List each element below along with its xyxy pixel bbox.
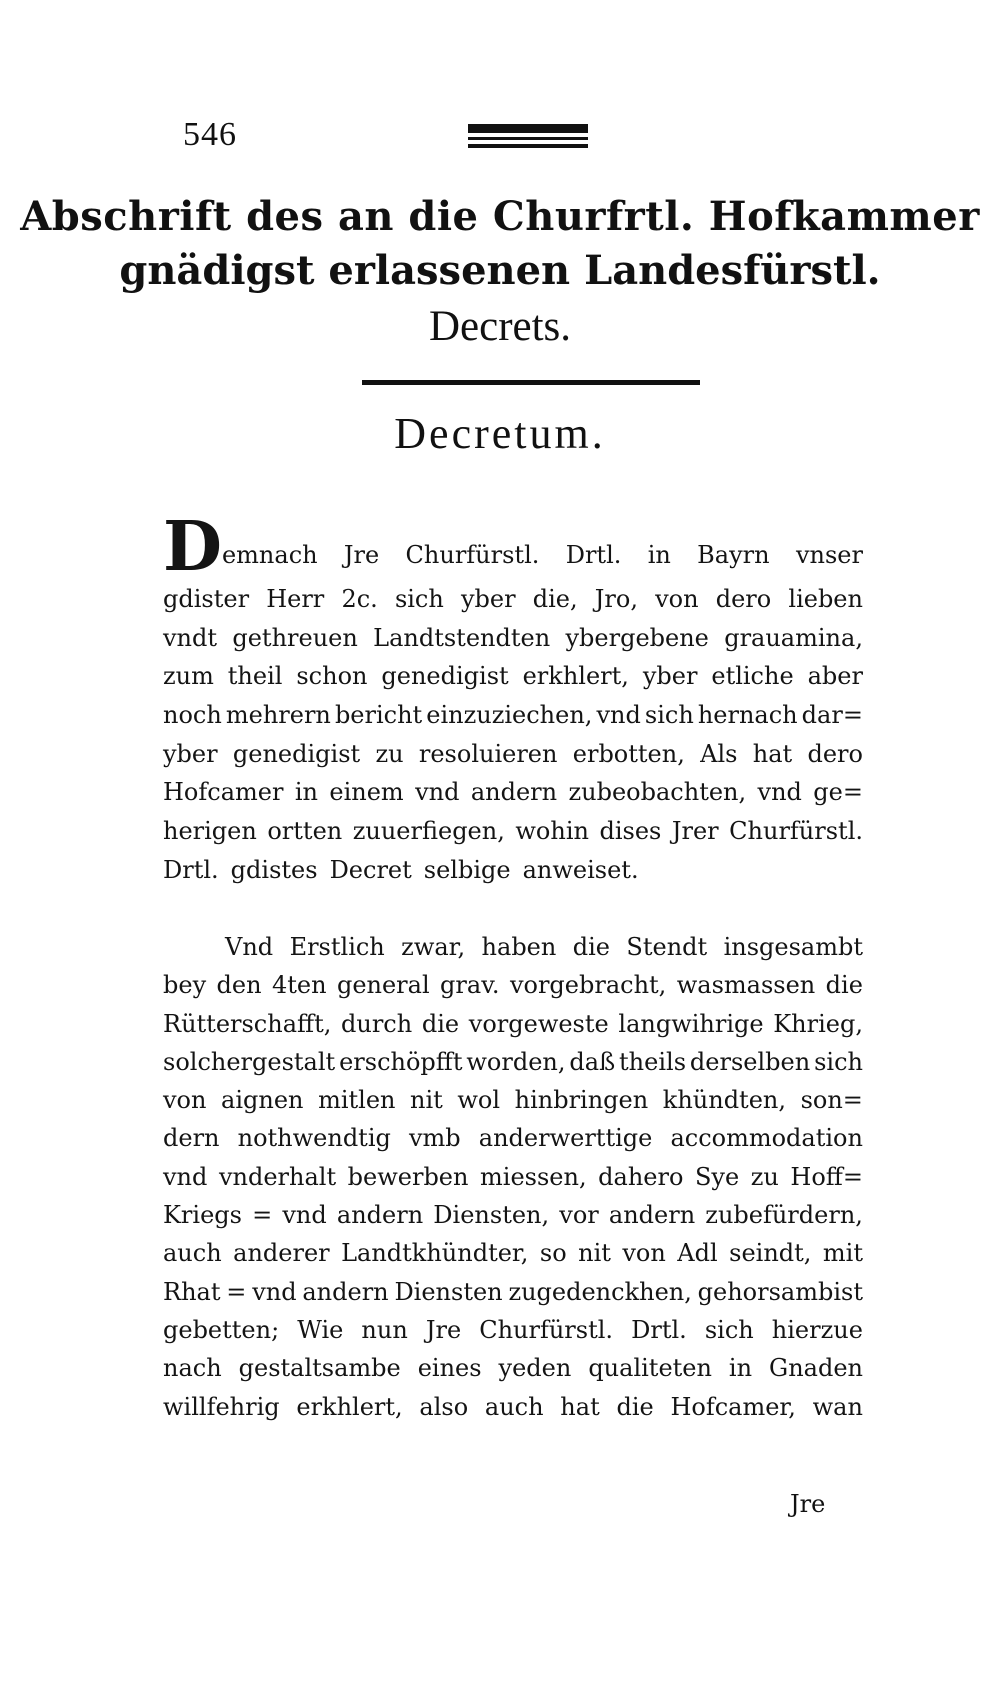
word: seindt, <box>729 1239 812 1268</box>
text-line <box>163 1349 863 1387</box>
word: zuuerfiegen, <box>352 817 505 846</box>
word: anweiset. <box>522 855 639 884</box>
word: theils <box>619 1047 687 1076</box>
word: gdister <box>163 585 250 613</box>
word: nit <box>578 1239 611 1268</box>
word: wasmassen <box>676 971 816 1000</box>
drop-cap: D <box>163 507 222 587</box>
text-line <box>163 1311 863 1349</box>
word: son= <box>800 1086 863 1115</box>
word: vnderhalt <box>218 1162 337 1191</box>
word: Hoff= <box>790 1162 863 1191</box>
section-heading: Decretum. <box>394 409 606 458</box>
word: nit <box>410 1086 443 1115</box>
word: vndt <box>163 623 218 652</box>
word: sich <box>704 1315 754 1344</box>
word: Khrieg, <box>773 1009 863 1038</box>
word: in <box>728 1354 753 1383</box>
word: mehrern <box>225 701 331 730</box>
word: einzuziechen, <box>426 701 593 730</box>
word: dero <box>715 585 772 613</box>
word: vorgeweste <box>468 1009 609 1038</box>
word: yber <box>460 585 516 613</box>
word: Jre <box>425 1315 462 1344</box>
text-line <box>163 1388 863 1426</box>
word: zu <box>750 1162 779 1191</box>
paragraph-1-first-line <box>163 507 863 587</box>
word: eines <box>417 1354 482 1383</box>
word: vnd <box>757 778 802 807</box>
word: die <box>572 933 610 961</box>
word: so <box>539 1239 567 1268</box>
word: nun <box>361 1315 408 1344</box>
word: derselben <box>689 1047 811 1076</box>
text-line <box>163 1273 863 1311</box>
word: die <box>616 1392 654 1421</box>
word: nach <box>163 1354 222 1383</box>
word: Rütterschafft, <box>163 1009 332 1038</box>
text-line <box>163 1043 863 1081</box>
word: Sye <box>694 1162 740 1191</box>
text-line <box>163 580 863 619</box>
word: mit <box>822 1239 863 1268</box>
word: Gnaden <box>769 1354 863 1383</box>
word: anderwerttige <box>478 1124 653 1153</box>
word: einem <box>329 778 404 807</box>
word: zu <box>375 739 404 768</box>
word: die <box>825 971 863 1000</box>
word: bey <box>163 971 207 1000</box>
word: selbige <box>423 855 511 884</box>
word: hierzue <box>771 1315 863 1344</box>
word: von <box>163 1086 207 1115</box>
text-line <box>163 928 863 966</box>
word: worden, <box>466 1047 566 1076</box>
word: Landtkhündter, <box>341 1239 529 1268</box>
word: = <box>226 1277 247 1306</box>
word: accommodation <box>670 1124 863 1153</box>
word: solchergestalt <box>163 1047 336 1076</box>
first-line-text <box>222 536 863 576</box>
word: gebetten; <box>163 1315 280 1344</box>
word: in <box>647 541 671 569</box>
word: vorgebracht, <box>509 971 667 1000</box>
paragraph-2 <box>163 928 863 1426</box>
word: Jre <box>343 541 380 569</box>
word: in <box>294 778 318 807</box>
word: ge= <box>813 778 863 807</box>
word: schon <box>296 662 368 691</box>
word: vnd <box>415 778 460 807</box>
text-line <box>163 1234 863 1272</box>
word: herigen <box>163 817 257 846</box>
word: Landtstendten <box>373 623 551 652</box>
word: Drtl. <box>631 1315 687 1344</box>
word: resoluieren <box>418 739 558 768</box>
word: hat <box>560 1392 600 1421</box>
word: Adl <box>677 1239 718 1268</box>
word: dero <box>807 739 863 768</box>
word: wohin <box>515 817 589 846</box>
word: noch <box>163 701 222 730</box>
word: also <box>419 1392 469 1421</box>
word: anderer <box>233 1239 330 1268</box>
word: yber <box>642 662 698 691</box>
word: bewerben <box>347 1162 469 1191</box>
word: lieben <box>788 585 863 613</box>
text-line <box>163 619 863 658</box>
word: = <box>252 1201 273 1230</box>
word: auch <box>484 1392 544 1421</box>
word: yber <box>163 739 218 768</box>
word: insgesambt <box>723 933 863 961</box>
word: die <box>421 1009 460 1038</box>
word: Bayrn <box>697 541 770 569</box>
word: gethreuen <box>232 623 358 652</box>
word: dern <box>163 1124 220 1153</box>
word: willfehrig <box>163 1392 280 1421</box>
text-line <box>163 851 863 890</box>
word: von <box>622 1239 666 1268</box>
text-line <box>163 1119 863 1157</box>
word: andern <box>470 778 558 807</box>
word: zubeobachten, <box>568 778 747 807</box>
word: andern <box>608 1201 696 1230</box>
word: dises <box>599 817 662 846</box>
word: wol <box>457 1086 501 1115</box>
text-line <box>163 1005 863 1043</box>
word: vor <box>559 1201 599 1230</box>
word: Jrer <box>671 817 719 846</box>
word: zum <box>163 662 214 691</box>
word: daß <box>569 1047 616 1076</box>
word: qualiteten <box>588 1354 712 1383</box>
word: Drtl. <box>565 541 622 569</box>
word: theil <box>227 662 283 691</box>
word: Churfürstl. <box>729 817 863 846</box>
word: erschöpfft <box>339 1047 463 1076</box>
paragraph-1-lines <box>163 580 863 890</box>
word: aignen <box>221 1086 304 1115</box>
word: vnd <box>252 1277 297 1306</box>
word: vmb <box>408 1124 461 1153</box>
word: etliche <box>711 662 794 691</box>
word: erkhlert, <box>522 662 629 691</box>
word: vnd <box>282 1201 327 1230</box>
word: Churfürstl. <box>479 1315 614 1344</box>
word: Erstlich <box>289 933 385 961</box>
word: wan <box>812 1392 863 1421</box>
title-line-3: Decrets. <box>428 303 572 350</box>
word: genedigist <box>381 662 509 691</box>
word: Decret <box>329 855 412 884</box>
text-line <box>163 657 863 696</box>
word: nothwendtig <box>237 1124 391 1153</box>
word: andern <box>302 1277 389 1306</box>
title-line-2: gnädigst erlassenen Landesfürstl. <box>119 247 881 294</box>
word: grauamina, <box>724 623 863 652</box>
word: den <box>216 971 262 1000</box>
text-line <box>163 812 863 851</box>
word: die, <box>532 585 578 613</box>
word: Jro, <box>594 585 638 613</box>
text-line <box>163 773 863 812</box>
word: Kriegs <box>163 1201 242 1230</box>
title-line-1: Abschrift des an die Churfrtl. Hofkammer <box>20 193 980 240</box>
text-line <box>163 1196 863 1234</box>
word: zwar, <box>401 933 466 961</box>
word: Rhat <box>163 1277 221 1306</box>
word: durch <box>341 1009 413 1038</box>
word: sich <box>814 1047 863 1076</box>
word: Wie <box>297 1315 344 1344</box>
word: Stendt <box>626 933 708 961</box>
paragraph-1 <box>163 507 863 890</box>
text-line <box>163 735 863 774</box>
text-line <box>163 696 863 735</box>
word: gdistes <box>230 855 318 884</box>
word: Drtl. <box>163 855 219 884</box>
document-title <box>0 190 1000 356</box>
text-line <box>163 1081 863 1119</box>
header-ornament <box>468 124 588 148</box>
word: khündten, <box>662 1086 786 1115</box>
word: grav. <box>440 971 500 1000</box>
page-number: 546 <box>183 116 237 153</box>
word: hat <box>752 739 793 768</box>
word: miessen, <box>480 1162 587 1191</box>
text-line <box>163 966 863 1004</box>
word: zubefürdern, <box>705 1201 863 1230</box>
word: genedigist <box>232 739 361 768</box>
word: haben <box>481 933 557 961</box>
word: sich <box>394 585 444 613</box>
catchword: Jre <box>790 1490 826 1518</box>
word: general <box>336 971 430 1000</box>
word: vnd <box>596 701 641 730</box>
word: ortten <box>267 817 343 846</box>
word: Diensten <box>394 1277 503 1306</box>
word: Herr <box>266 585 325 613</box>
word: yeden <box>498 1354 572 1383</box>
word: langwihrige <box>618 1009 764 1038</box>
word: gestaltsambe <box>238 1354 401 1383</box>
word: hinbringen <box>514 1086 649 1115</box>
word: emnach <box>221 541 318 569</box>
word: Vnd <box>225 933 274 961</box>
word: von <box>655 585 699 613</box>
word: aber <box>807 662 863 691</box>
word: Churfürstl. <box>405 541 540 569</box>
word: bericht <box>334 701 423 730</box>
word: dar= <box>801 701 863 730</box>
word: sich <box>644 701 694 730</box>
word: Als <box>700 739 738 768</box>
word: Hofcamer, <box>670 1392 796 1421</box>
text-line <box>163 1158 863 1196</box>
word: hernach <box>697 701 798 730</box>
word: andern <box>336 1201 424 1230</box>
word: mitlen <box>318 1086 396 1115</box>
word: dahero <box>598 1162 684 1191</box>
title-divider-rule <box>362 380 700 385</box>
word: vnd <box>163 1162 208 1191</box>
word: 2c. <box>341 585 378 613</box>
word: erkhlert, <box>296 1392 403 1421</box>
word: gehorsambist <box>697 1277 863 1306</box>
word: erbotten, <box>572 739 685 768</box>
word: zugedenckhen, <box>508 1277 692 1306</box>
word: Hofcamer <box>163 778 284 807</box>
word: ybergebene <box>565 623 709 652</box>
word: Diensten, <box>433 1201 550 1230</box>
word: auch <box>163 1239 222 1268</box>
word: vnser <box>795 541 863 569</box>
word: 4ten <box>271 971 327 1000</box>
